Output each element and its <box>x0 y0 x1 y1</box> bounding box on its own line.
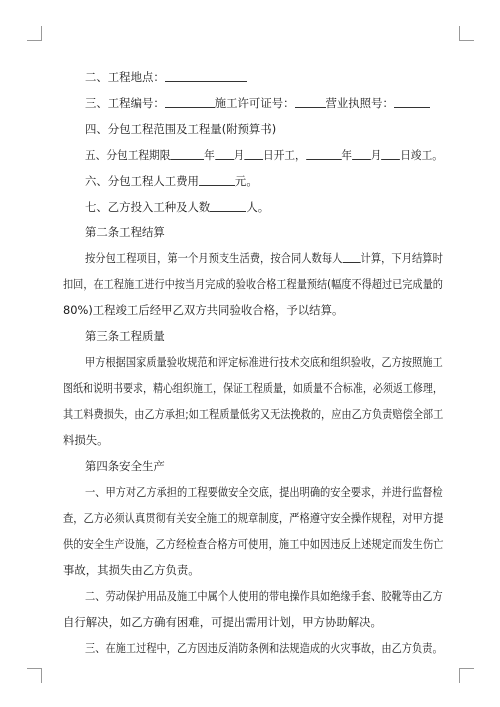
labor-cost-blank <box>199 174 235 186</box>
protection-line-1: 二、劳动保护用品及施工中属个人使用的带电操作具如绝缘手套、胶靴等由乙方 <box>85 589 443 603</box>
start-text: 日开工， <box>263 148 306 162</box>
settlement-line-2: 扣回，在工程施工进行中按当月完成的验收合格工程量预结(幅度不得超过已完成量的 <box>63 277 443 291</box>
clause-period <box>85 147 443 163</box>
crop-mark-bottom-left <box>27 668 42 683</box>
completion-text: 日竣工。 <box>400 148 443 162</box>
license-number-blank <box>394 96 430 108</box>
allowance-blank <box>342 251 360 263</box>
start-day-blank <box>244 148 263 160</box>
person-text: 人。 <box>246 200 270 214</box>
quality-line-1: 甲方根据国家质量验收规范和评定标准进行技术交底和组织验收，乙方按照施工 <box>85 355 443 369</box>
settlement-text-a: 按分包工程项目，第一个月预支生活费，按合同人数每人 <box>85 251 343 265</box>
month-text: 月 <box>233 148 245 162</box>
protection-line-2: 自行解决，如乙方确有困难，可提出需用计划，甲方协助解决。 <box>63 615 382 629</box>
location-blank <box>165 70 247 82</box>
clause-location <box>85 69 247 85</box>
project-number-label: 三、工程编号： <box>85 96 165 110</box>
settlement-text-b: 计算，下月结算时 <box>360 251 443 265</box>
year-text: 年 <box>204 148 215 162</box>
month-text: 月 <box>370 148 382 162</box>
clause-scope: 四、分包工程范围及工程量(附预算书) <box>85 122 277 136</box>
location-label: 二、工程地点： <box>85 70 165 84</box>
section-heading-settlement: 第二条工程结算 <box>85 225 165 239</box>
project-number-blank <box>165 96 215 108</box>
crop-mark-top-left <box>27 26 42 41</box>
safety-line-3: 供的安全生产设施，乙方经检查合格方可使用，施工中如因违反上述规定而发生伤亡 <box>63 537 444 551</box>
quality-line-3: 其工料费损失，由乙方承担;如工程质量低劣又无法挽救的，应由乙方负责赔偿全部工 <box>63 407 444 421</box>
permit-number-blank <box>295 96 326 108</box>
clause-numbers <box>85 95 430 111</box>
section-heading-quality: 第三条工程质量 <box>85 329 165 343</box>
yuan-text: 元。 <box>234 174 258 188</box>
fire-line-1: 三、在施工过程中，乙方因违反消防条例和法规造成的火灾事故，由乙方负责。 <box>85 641 443 655</box>
year-text: 年 <box>341 148 353 162</box>
clause-workers <box>85 199 269 215</box>
labor-cost-label: 六、分包工程人工费用 <box>85 174 199 188</box>
end-year-blank <box>306 148 342 160</box>
period-label: 五、分包工程期限 <box>85 148 171 162</box>
section-heading-safety: 第四条安全生产 <box>85 459 165 473</box>
license-number-label: 营业执照号： <box>325 96 394 110</box>
permit-number-label: 施工许可证号： <box>214 96 295 110</box>
settlement-line-3: 80%)工程竣工后经甲乙双方共同验收合格，予以结算。 <box>63 303 344 317</box>
settlement-line-1 <box>85 250 443 266</box>
start-month-blank <box>215 148 234 160</box>
end-day-blank <box>381 148 400 160</box>
end-month-blank <box>352 148 371 160</box>
quality-line-2: 图纸和说明书要求，精心组织施工，保证工程质量，如质量不合标准，必须返工修理， <box>63 381 443 395</box>
quality-line-4: 料损失。 <box>63 433 109 447</box>
workers-blank <box>210 200 246 212</box>
start-year-blank <box>170 148 204 160</box>
workers-label: 七、乙方投入工种及人数 <box>85 200 211 214</box>
clause-labor-cost <box>85 173 258 189</box>
safety-line-1: 一、甲方对乙方承担的工程要做安全交底，提出明确的安全要求，并进行监督检 <box>85 485 443 499</box>
crop-mark-top-right <box>459 26 474 41</box>
safety-line-4: 事故，其损失由乙方负责。 <box>63 563 200 577</box>
safety-line-2: 查，乙方必须认真贯彻有关安全施工的规章制度，严格遵守安全操作规程，对甲方提 <box>63 511 444 525</box>
crop-mark-bottom-right <box>459 668 474 683</box>
